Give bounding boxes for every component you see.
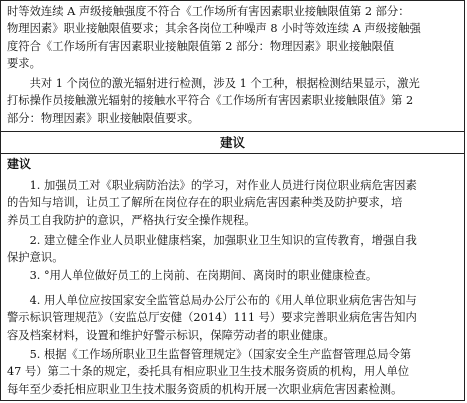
paragraph-line: 警示标识管理规范》（安监总厅安健（2014）111 号）要求完善职业病危害告知内 <box>7 311 417 325</box>
paragraph-line: 部分：物理因素》职业接触限值要求。 <box>7 111 200 125</box>
paragraph-line: 47 号）第二十条的规定，委托具有相应职业卫生技术服务资质的机构，用人单位 <box>7 365 410 379</box>
paragraph-line: 物理因素》职业接触限值要求；其余各岗位工种噪声 8 小时等效连续 A 声级接触强 <box>7 22 421 36</box>
paragraph-line: 保护意识。 <box>7 251 64 265</box>
paragraph-line: 的告知与培训，让员工了解所在岗位存在的职业病危害因素种类及防护要求，培 <box>7 196 403 210</box>
laser-conclusion-paragraph <box>7 75 460 127</box>
noise-conclusion-paragraph <box>7 3 460 73</box>
section-header: 建议 <box>219 135 245 150</box>
recommendation-item-2 <box>7 232 460 267</box>
recommendation-item-5 <box>7 346 460 398</box>
paragraph-line: 1. 加强员工对《职业病防治法》的学习，对作业人员进行岗位职业病危害因素 <box>7 179 417 192</box>
paragraph-line: 打标操作员接触激光辐射的接触水平符合《工作场所有害因素职业接触限值》第 2 <box>7 94 414 108</box>
paragraph-line: 每年至少委托相应职业卫生技术服务资质的机构开展一次职业病危害因素检测。 <box>7 382 403 396</box>
paragraph-line: 养员工自我防护的意识，严格执行安全操作规程。 <box>7 213 256 227</box>
paragraph-line: 容及档案材料，设置和维护好警示标识，保障劳动者的职业健康。 <box>7 328 335 342</box>
table-divider <box>1 153 464 154</box>
recommendation-item-4 <box>7 292 460 344</box>
recommendation-item-3 <box>7 267 460 284</box>
paragraph-line: 2. 建立健全作业人员职业健康档案，加强职业卫生知识的宣传教育，增强自我 <box>7 234 417 247</box>
recommendation-item-1 <box>7 177 460 229</box>
paragraph-line: 度符合《工作场所有害因素职业接触限值第 2 部分：物理因素》职业接触限值 <box>7 39 395 53</box>
paragraph-line: 3. °用人单位做好员工的上岗前、在岗期间、离岗时的职业健康检查。 <box>7 269 378 282</box>
paragraph-line: 5. 根据《工作场所职业卫生监督管理规定》（国家安全生产监督管理总局令第 <box>7 348 412 361</box>
recommendations-heading: 建议 <box>7 157 32 171</box>
paragraph-line: 时等效连续 A 声级接触强度不符合《工作场所有害因素职业接触限值第 2 部分： <box>7 5 410 18</box>
paragraph-line: 要求。 <box>7 57 41 71</box>
paragraph-line: 共对 1 个岗位的激光辐射进行检测，涉及 1 个工种，根据检测结果显示，激光 <box>7 77 420 90</box>
paragraph-line: 4. 用人单位应按国家安全监管总局办公厅公布的《用人单位职业病危害告知与 <box>7 294 417 307</box>
